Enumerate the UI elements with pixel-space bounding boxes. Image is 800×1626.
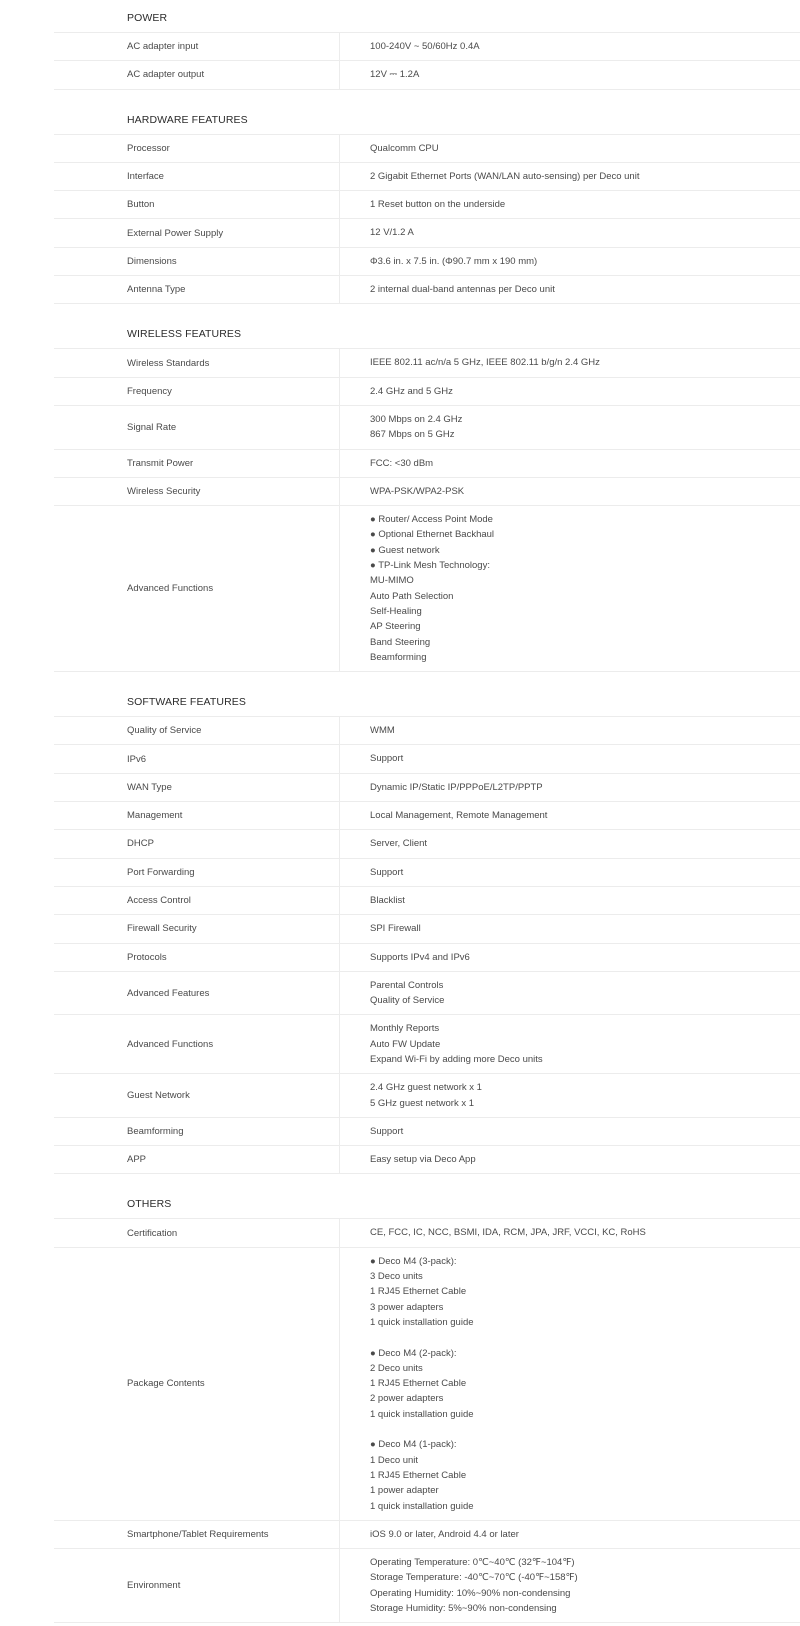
spec-value [340,944,800,971]
section-title: POWER [54,0,800,33]
spec-row [54,219,800,247]
spec-value [340,219,800,246]
spec-value-line: Local Management, Remote Management [370,810,548,822]
spec-value-line: MU-MIMO [370,575,414,587]
spec-value-line: Beamforming [370,651,427,663]
spec-value-line: 3 Deco units [370,1271,423,1283]
spec-row [54,830,800,858]
spec-value-line: 1 Reset button on the underside [370,199,506,211]
spec-value-line: 2 power adapters [370,1393,444,1405]
spec-label: Quality of Service [54,717,340,744]
spec-label: DHCP [54,830,340,857]
spec-value-line: Monthly Reports [370,1023,440,1035]
spec-value-line: ● Deco M4 (2-pack): [370,1347,457,1359]
spec-value-line: SPI Firewall [370,923,421,935]
spec-value-line: WMM [370,725,395,737]
spec-row [54,61,800,89]
spec-label: AC adapter input [54,33,340,60]
spec-row [54,1549,800,1623]
spec-label: AC adapter output [54,61,340,88]
spec-value-line [370,1422,800,1437]
spec-value [340,61,800,88]
section-gap [54,90,800,102]
spec-value-line: 300 Mbps on 2.4 GHz [370,413,463,425]
spec-row [54,276,800,304]
spec-row [54,349,800,377]
spec-label: IPv6 [54,745,340,772]
spec-value [340,276,800,303]
spec-value-line: ● TP-Link Mesh Technology: [370,560,490,572]
spec-value [340,378,800,405]
spec-value [340,1015,800,1073]
spec-value-line: Operating Humidity: 10%~90% non-condensing [370,1587,571,1599]
spec-value [340,774,800,801]
spec-value [340,859,800,886]
spec-value [340,478,800,505]
spec-value-line: Parental Controls [370,979,444,991]
spec-value-line: ● Optional Ethernet Backhaul [370,529,495,541]
spec-value-line: IEEE 802.11 ac/n/a 5 GHz, IEEE 802.11 b/g/n 2.4 GHz [370,357,600,369]
spec-value-line: FCC: <30 dBm [370,457,434,469]
spec-value [340,1118,800,1145]
spec-row [54,859,800,887]
spec-row [54,944,800,972]
spec-label: Dimensions [54,248,340,275]
spec-value [340,135,800,162]
spec-label: Transmit Power [54,450,340,477]
section-title: HARDWARE FEATURES [54,102,800,135]
spec-value-line: iOS 9.0 or later, Android 4.4 or later [370,1528,519,1540]
spec-label: Package Contents [54,1248,340,1520]
section-gap [54,1174,800,1186]
spec-row [54,802,800,830]
spec-label: Wireless Security [54,478,340,505]
spec-value [340,1146,800,1173]
spec-value-line: Qualcomm CPU [370,142,439,154]
spec-value [340,248,800,275]
spec-value [340,1219,800,1246]
spec-value-line: 1 quick installation guide [370,1500,474,1512]
spec-value-line: AP Steering [370,621,421,633]
spec-value-line: Auto Path Selection [370,590,454,602]
spec-value-line: 1 power adapter [370,1485,439,1497]
spec-value [340,1248,800,1520]
spec-label: Protocols [54,944,340,971]
spec-value-line: 2 internal dual-band antennas per Deco unit [370,284,555,296]
spec-row [54,135,800,163]
spec-value-line: Quality of Service [370,995,445,1007]
spec-label: Signal Rate [54,406,340,449]
spec-row [54,191,800,219]
spec-value-line: Supports IPv4 and IPv6 [370,951,470,963]
spec-value-line: Support [370,753,404,765]
spec-label: WAN Type [54,774,340,801]
spec-value [340,717,800,744]
spec-value [340,163,800,190]
spec-value [340,887,800,914]
spec-value-line: Blacklist [370,894,405,906]
spec-value [340,506,800,671]
spec-label: Processor [54,135,340,162]
spec-value [340,830,800,857]
spec-value-line: Easy setup via Deco App [370,1154,476,1166]
spec-label: Advanced Functions [54,1015,340,1073]
spec-value-line: 5 GHz guest network x 1 [370,1097,475,1109]
spec-label: Port Forwarding [54,859,340,886]
spec-value [340,33,800,60]
spec-label: Antenna Type [54,276,340,303]
spec-row [54,248,800,276]
spec-value-line: Φ3.6 in. x 7.5 in. (Φ90.7 mm x 190 mm) [370,255,538,267]
spec-value-line: 1 quick installation guide [370,1316,474,1328]
spec-value [340,745,800,772]
spec-value-line: ● Guest network [370,544,440,556]
section-gap [54,672,800,684]
spec-value-line: ● Deco M4 (1-pack): [370,1439,457,1451]
spec-row [54,406,800,450]
spec-value [340,191,800,218]
spec-label: Advanced Features [54,972,340,1015]
spec-label: Wireless Standards [54,349,340,376]
spec-value-line: Operating Temperature: 0℃~40℃ (32℉~104℉) [370,1557,575,1569]
spec-value-line: Dynamic IP/Static IP/PPPoE/L2TP/PPTP [370,781,543,793]
spec-row [54,887,800,915]
spec-label: Firewall Security [54,915,340,942]
spec-value-line: 1 quick installation guide [370,1408,474,1420]
spec-row [54,1015,800,1074]
spec-label: Management [54,802,340,829]
spec-row [54,1118,800,1146]
spec-value-line: 867 Mbps on 5 GHz [370,429,455,441]
spec-value-line: Expand Wi-Fi by adding more Deco units [370,1053,543,1065]
section-gap [54,304,800,316]
spec-label: Beamforming [54,1118,340,1145]
spec-value [340,802,800,829]
spec-value [340,1521,800,1548]
spec-value-line: ● Router/ Access Point Mode [370,514,493,526]
spec-value-line: 2 Gigabit Ethernet Ports (WAN/LAN auto-sensing) per Deco unit [370,170,640,182]
section-title: WIRELESS FEATURES [54,316,800,349]
spec-row [54,1146,800,1174]
spec-value-line [370,1330,800,1345]
spec-value [340,349,800,376]
section-title: OTHERS [54,1186,800,1219]
spec-label: Access Control [54,887,340,914]
spec-value-line: 12V ⎓ 1.2A [370,69,420,81]
spec-label: Interface [54,163,340,190]
spec-label: External Power Supply [54,219,340,246]
spec-value-line: 2.4 GHz and 5 GHz [370,385,453,397]
spec-value-line: Support [370,866,404,878]
spec-row [54,1219,800,1247]
spec-row [54,33,800,61]
spec-value-line: Support [370,1125,404,1137]
spec-value-line: WPA-PSK/WPA2-PSK [370,485,465,497]
spec-value-line: Band Steering [370,636,431,648]
spec-label: Certification [54,1219,340,1246]
spec-value-line: 1 Deco unit [370,1454,419,1466]
spec-label: Button [54,191,340,218]
spec-row [54,506,800,672]
spec-value [340,406,800,449]
spec-label: APP [54,1146,340,1173]
spec-row [54,378,800,406]
spec-value-line: Storage Temperature: -40℃~70℃ (-40℉~158℉) [370,1572,578,1584]
spec-value-line: 100-240V ~ 50/60Hz 0.4A [370,41,480,52]
spec-value-line: ● Deco M4 (3-pack): [370,1255,457,1267]
spec-label: Environment [54,1549,340,1622]
spec-row [54,478,800,506]
spec-label: Smartphone/Tablet Requirements [54,1521,340,1548]
spec-row [54,745,800,773]
spec-value [340,1074,800,1117]
spec-value-line: Server, Client [370,838,428,850]
spec-row [54,1521,800,1549]
spec-table [54,0,800,1623]
spec-row [54,450,800,478]
spec-value-line: 1 RJ45 Ethernet Cable [370,1286,467,1298]
spec-value [340,972,800,1015]
spec-value-line: 1 RJ45 Ethernet Cable [370,1469,467,1481]
spec-value-line: 2 Deco units [370,1362,423,1374]
spec-value-line: 1 RJ45 Ethernet Cable [370,1378,467,1390]
section-title: SOFTWARE FEATURES [54,684,800,717]
spec-value-line: 2.4 GHz guest network x 1 [370,1082,482,1094]
spec-row [54,1248,800,1521]
spec-row [54,717,800,745]
spec-label: Guest Network [54,1074,340,1117]
spec-label: Frequency [54,378,340,405]
spec-row [54,915,800,943]
spec-value-line: Self-Healing [370,605,422,617]
spec-row [54,972,800,1016]
spec-value-line: 12 V/1.2 A [370,227,414,239]
spec-row [54,1074,800,1118]
spec-value-line: Storage Humidity: 5%~90% non-condensing [370,1603,557,1614]
spec-row [54,163,800,191]
spec-value [340,915,800,942]
spec-value [340,450,800,477]
spec-value-line: CE, FCC, IC, NCC, BSMI, IDA, RCM, JPA, JRF, VCCI, KC, RoHS [370,1227,646,1239]
spec-row [54,774,800,802]
spec-value [340,1549,800,1622]
spec-value-line: 3 power adapters [370,1301,444,1313]
spec-label: Advanced Functions [54,506,340,671]
spec-value-line: Auto FW Update [370,1038,441,1050]
